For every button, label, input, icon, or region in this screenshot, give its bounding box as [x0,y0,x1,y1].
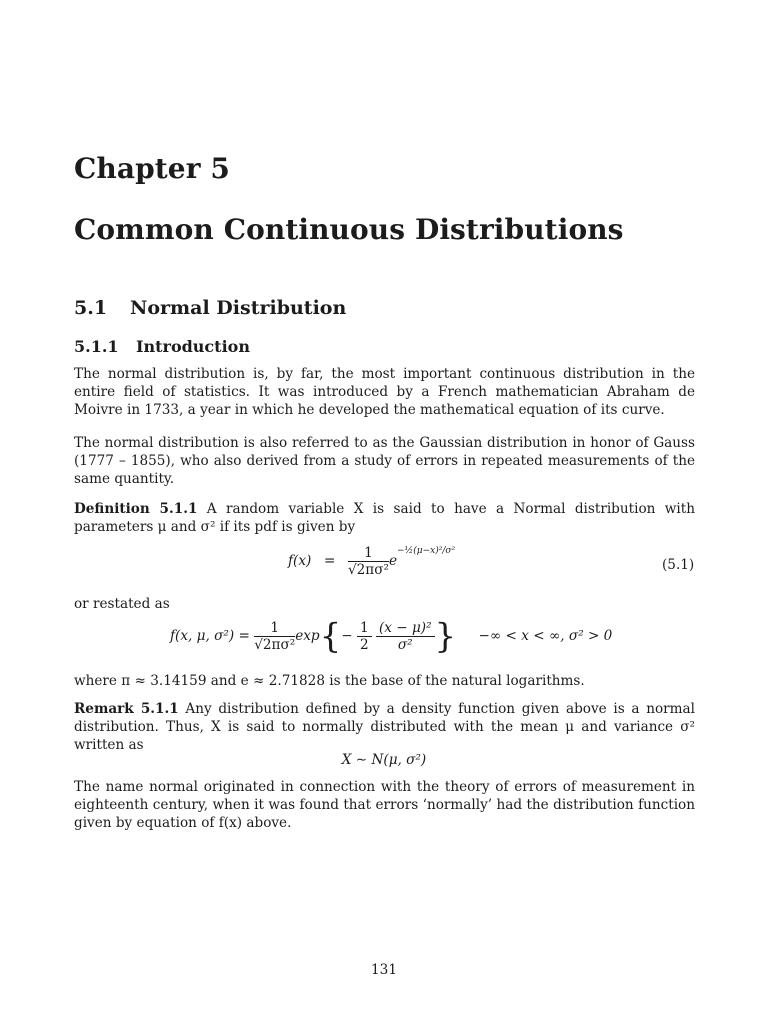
paragraph-gaussian: The normal distribution is also referred to as the Gaussian distribution in honor of Gauss (1777 – 1855), who also derived from a study of errors in repeated measurements of the same quantity. [74,435,695,487]
eq2-numerator: 1 [254,620,295,637]
remark-label: Remark 5.1.1 [74,701,179,717]
eq2-inner-den-b: σ² [397,637,413,653]
eq2-condition: −∞ < x < ∞, σ² > 0 [478,628,613,644]
eq2-func: exp [295,628,320,644]
chapter-title: Common Continuous Distributions [74,213,624,246]
paragraph-where-pi: where π ≈ 3.14159 and e ≈ 2.71828 is the base of the natural logarithms. [74,673,585,689]
section-heading [74,297,346,319]
remark-formula: X ∼ N(μ, σ²) [341,752,427,768]
section-title: Normal Distribution [130,297,347,319]
eq1-numerator: 1 [348,545,389,562]
eq2-fraction [254,620,295,653]
eq1-exponent: −½(μ−x)²/σ² [397,546,456,557]
eq2-lhs: f(x, μ, σ²) = [170,628,250,644]
equation-number: (5.1) [662,557,695,573]
remark-text: Any distribution defined by a density function given above is a normal distribution. Thus, X is said to normally distributed with the mean μ and variance σ² written as [74,701,695,753]
definition-block [74,500,695,536]
eq1-exp-base: e [388,553,397,569]
equation-5-1 [288,545,455,578]
eq2-inner-fraction-b [376,620,435,653]
left-brace: { [319,616,342,657]
eq2-inner-fraction-a [357,620,372,653]
eq1-fraction [348,545,389,578]
eq1-denominator: √2πσ² [347,562,389,578]
definition-text: A random variable X is said to have a Normal distribution with parameters μ and σ² if its pdf is given by [74,501,695,535]
paragraph-or-restated: or restated as [74,596,170,612]
subsection-number: 5.1.1 [74,337,119,356]
section-number: 5.1 [74,297,108,319]
paragraph-name-origin: The name normal originated in connection with the theory of errors of measurement in eighteenth century, when it was found that errors ‘normally’ had the distribution function given by equation of f(x) above. [74,779,695,831]
page-number: 131 [371,962,397,978]
right-brace: } [434,616,457,657]
equation-restated [170,616,613,657]
definition-label: Definition 5.1.1 [74,501,198,517]
eq2-denominator: √2πσ² [254,637,296,653]
eq1-lhs: f(x) [288,553,312,569]
eq2-inner-den-a: 2 [359,637,369,653]
eq2-inner-num-a: 1 [357,620,372,637]
subsection-heading [74,337,250,356]
subsection-title: Introduction [136,337,250,356]
remark-block [74,700,695,754]
eq2-minus: − [341,628,353,644]
chapter-label: Chapter 5 [74,152,230,185]
eq2-inner-num-b: (x − μ)² [376,620,435,637]
paragraph-intro: The normal distribution is, by far, the most important continuous distribution in the entire field of statistics. It was introduced by a French mathematician Abraham de Moivre in 1733, a year in which he developed the mathematical equation of its curve. [74,366,695,418]
eq1-equals: = [323,553,336,569]
